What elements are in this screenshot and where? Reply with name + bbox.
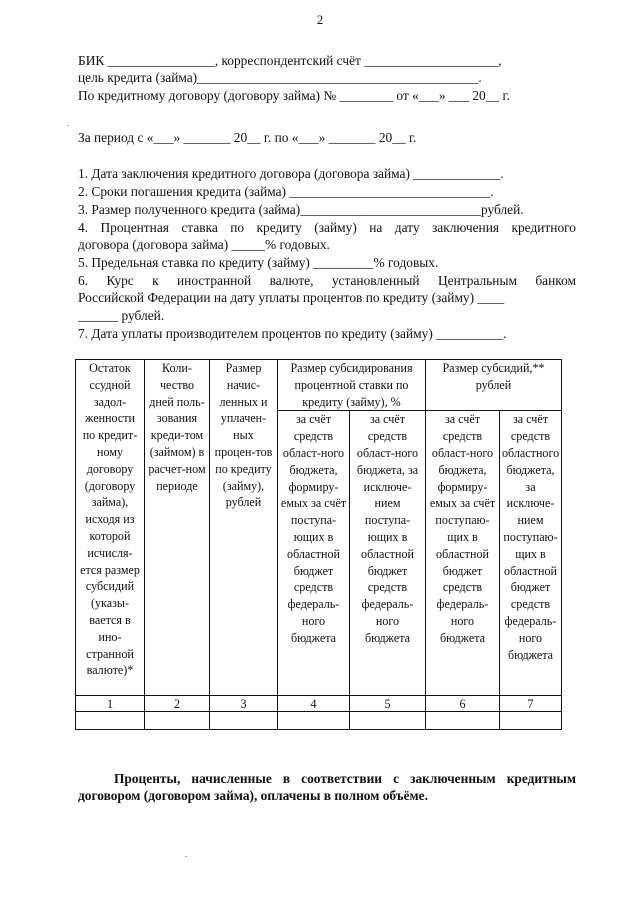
column-number: 5 <box>350 696 426 712</box>
header-days-of-use: Коли-чество дней поль-зования креди-том (займом) в расчет-ном периоде <box>145 360 210 696</box>
scan-speck: · <box>184 851 188 863</box>
bik-account-line: БИК ________________, корреспондентский счёт ____________________, <box>78 53 502 68</box>
scan-speck: · <box>66 120 70 132</box>
item-7: 7. Дата уплаты производителем процентов по кредиту (займу) __________. <box>78 326 507 341</box>
header-loan-balance: Остаток ссудной задол-женности по кредит-ному договору (договору займа), исходя из которой исчисля-ется размер субсидий (указы-вается в ино-странной валюте)* <box>76 360 145 696</box>
header-rate-regional-federal: за счёт средств област-ного бюджета, формиру-емых за счёт поступа-ющих в областной бюджет средств федераль-ного бюджета <box>278 411 350 696</box>
item-1: 1. Дата заключения кредитного договора (договора займа) _____________. <box>78 166 504 181</box>
empty-cell[interactable] <box>145 712 210 730</box>
header-amount-regional-excluding: за счёт средств областного бюджета, за исключе-нием поступаю-щих в областной бюджет средств федераль-ного бюджета <box>500 411 562 696</box>
empty-cell[interactable] <box>500 712 562 730</box>
header-rate-regional-excluding: за счёт средств област-ного бюджета, за исключе-нием поступа-ющих в областной бюджет средств федераль-ного бюджета <box>350 411 426 696</box>
column-number: 4 <box>278 696 350 712</box>
subsidy-table <box>75 359 562 730</box>
empty-cell[interactable] <box>350 712 426 730</box>
item-2: 2. Сроки погашения кредита (займа) ______________________________. <box>78 184 494 199</box>
column-number: 6 <box>426 696 500 712</box>
empty-cell[interactable] <box>426 712 500 730</box>
empty-cell[interactable] <box>76 712 145 730</box>
item-5: 5. Предельная ставка по кредиту (займу) _________% годовых. <box>78 255 439 270</box>
period-line: За период с «___» _______ 20__ г. по «___» _______ 20__ г. <box>78 130 417 145</box>
header-subsidy-amount-group: Размер субсидий,** рублей <box>426 360 562 411</box>
credit-agreement-line: По кредитному договору (договору займа) № ________ от «___» ___ 20__ г. <box>78 88 510 103</box>
column-number: 3 <box>210 696 278 712</box>
item-6-line-3: ______ рублей. <box>78 308 165 323</box>
credit-purpose-line: цель кредита (займа)__________________________________________. <box>78 70 482 85</box>
empty-cell[interactable] <box>210 712 278 730</box>
header-amount-regional-federal: за счёт средств област-ного бюджета, формиру-емых за счёт поступаю-щих в областной бюджет средств федераль-ного бюджета <box>426 411 500 696</box>
item-4-line-1: 4. Процентная ставка по кредиту (займу) на дату заключения кредитного <box>78 220 576 235</box>
column-number: 1 <box>76 696 145 712</box>
page-number: 2 <box>316 12 324 27</box>
item-4-line-2: договора (договора займа) _____% годовых. <box>78 237 330 252</box>
item-6-line-2: Российской Федерации на дату уплаты процентов по кредиту (займу) ____ <box>78 290 505 305</box>
empty-cell[interactable] <box>278 712 350 730</box>
column-number: 7 <box>500 696 562 712</box>
item-3: 3. Размер полученного кредита (займа)___________________________рублей. <box>78 202 524 217</box>
header-rate-subsidy-group: Размер субсидирования процентной ставки по кредиту (займу), % <box>278 360 426 411</box>
table-row <box>76 712 562 730</box>
item-6-line-1: 6. Курс к иностранной валюте, установленный Центральным банком <box>78 273 576 288</box>
column-number: 2 <box>145 696 210 712</box>
header-interest-paid: Размер начис-ленных и уплачен-ных процен-тов по кредиту (займу), рублей <box>210 360 278 696</box>
conclusion-paragraph: Проценты, начисленные в соответствии с заключенным кредитным договором (договором займа), оплачены в полном объёме. <box>78 771 576 803</box>
